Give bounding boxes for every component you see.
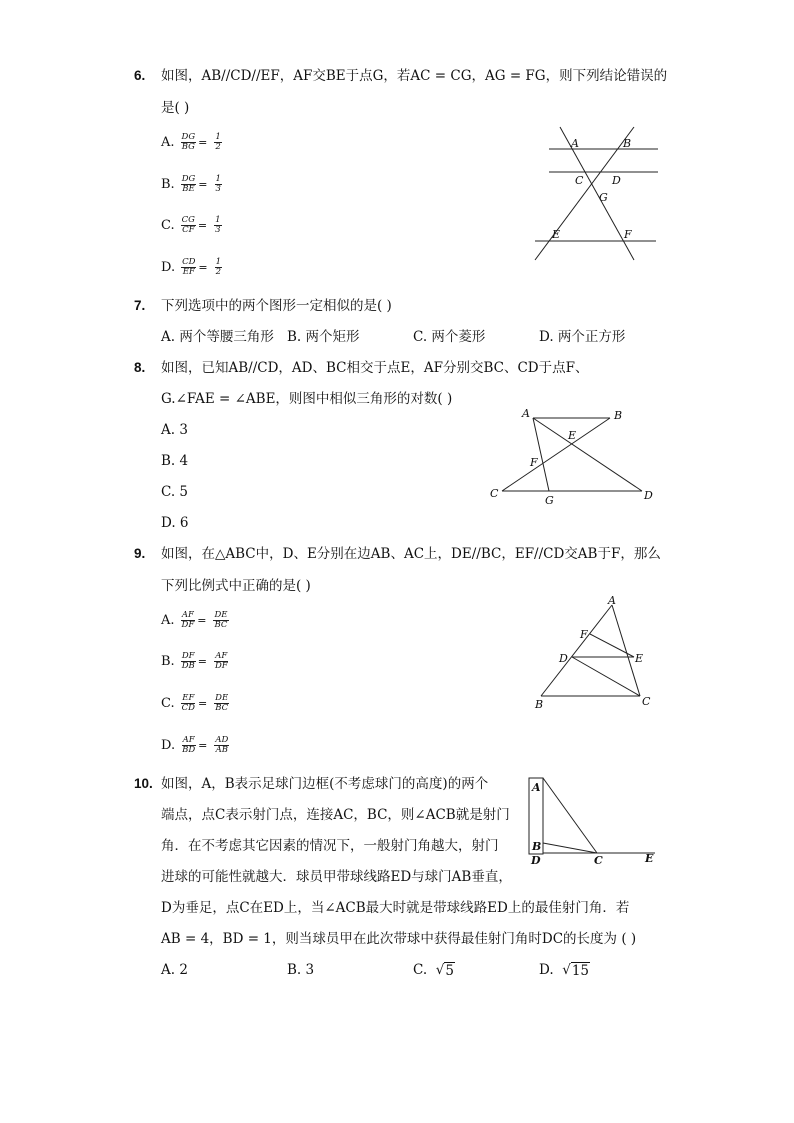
q10-stem-line6: AB = 4，BD = 1，则当球员甲在此次带球中获得最佳射门角时DC的长度为 ( ): [161, 931, 637, 947]
q8-label-a: A: [522, 407, 530, 420]
q7-option-d[interactable]: D. 两个正方形: [539, 329, 626, 345]
q10-stem-line4: 进球的可能性就越大．球员甲带球线路ED与球门AB垂直，: [161, 869, 512, 885]
q9-figure: [530, 592, 660, 712]
q6-label-b: B: [623, 137, 632, 150]
q8-figure: [485, 402, 660, 510]
q10-label-d: D: [531, 854, 541, 867]
q9-stem-line1: 如图，在△ABC中，D、E分别在边AB、AC上，DE//BC，EF//CD交AB于F，那么: [161, 546, 661, 562]
q9-number: 9.: [134, 546, 146, 561]
q9-stem-line2: 下列比例式中正确的是( ): [161, 578, 311, 594]
q10-stem-line1: 如图，A，B表示足球门边框(不考虑球门的高度)的两个: [161, 776, 489, 792]
q8-stem-line2: G.∠FAE = ∠ABE，则图中相似三角形的对数( ): [161, 391, 453, 407]
q9-option-d-rhs: $\frac{AD}{AB}$: [215, 735, 229, 755]
q10-stem-line5: D为垂足，点C在ED上，当∠ACB最大时就是带球线路ED上的最佳射门角．若: [161, 900, 630, 916]
q6-option-b-rhs: $\frac{1}{3}$: [215, 174, 221, 194]
q6-label-f: F: [624, 228, 632, 241]
q6-option-a-rhs: $\frac{1}{2}$: [215, 132, 221, 152]
q8-label-e: E: [568, 429, 577, 442]
q7-option-b[interactable]: B. 两个矩形: [287, 329, 360, 345]
q9-option-c-rhs: $\frac{DE}{BC}$: [215, 693, 229, 713]
q9-label-d: D: [559, 652, 568, 665]
q10-number: 10.: [134, 776, 153, 791]
q9-label-a: A: [608, 594, 616, 607]
q10-label-c: C: [594, 854, 603, 867]
q10-stem-line2: 端点，点C表示射门点，连接AC，BC，则∠ACB就是射门: [161, 807, 510, 823]
q6-option-d-lhs: $\frac{CD}{EF}$: [182, 257, 196, 277]
q9-option-c[interactable]: C. $\frac{EF}{CD}$ = $\frac{DE}{BC}$: [161, 693, 229, 713]
q10-option-a[interactable]: A. 2: [161, 962, 188, 978]
q9-option-b[interactable]: B. $\frac{DF}{DB}$ = $\frac{AF}{DF}$: [161, 651, 228, 671]
q6-option-b-lhs: $\frac{DG}{BE}$: [181, 174, 196, 194]
q9-option-b-lhs: $\frac{DF}{DB}$: [181, 651, 195, 671]
q9-option-a-rhs: $\frac{DE}{BC}$: [214, 610, 228, 630]
q8-number: 8.: [134, 360, 146, 375]
q10-option-d[interactable]: D. √ 15: [539, 962, 590, 979]
q10-option-d-sqrt: √ 15: [562, 962, 590, 979]
q6-option-b[interactable]: B. $\frac{DG}{BE}$ = $\frac{1}{3}$: [161, 174, 221, 194]
q6-stem-line1: 如图，AB//CD//EF，AF交BE于点G，若AC = CG，AG = FG，则下列结论错误的: [161, 68, 668, 84]
q9-option-a[interactable]: A. $\frac{AF}{DF}$ = $\frac{DE}{BC}$: [161, 610, 228, 630]
q8-option-b[interactable]: B. 4: [161, 453, 189, 469]
q9-option-a-lhs: $\frac{AF}{DF}$: [181, 610, 195, 630]
q8-label-c: C: [490, 487, 499, 500]
q9-option-d-lhs: $\frac{AF}{BD}$: [182, 735, 196, 755]
q6-label-g: G: [599, 191, 608, 204]
q9-label-f: F: [580, 628, 588, 641]
q6-stem-line2: 是( ): [161, 100, 190, 116]
q6-option-c[interactable]: C. $\frac{CG}{CF}$ = $\frac{1}{3}$: [161, 215, 221, 235]
q10-label-a: A: [532, 781, 541, 794]
q6-number: 6.: [134, 68, 146, 83]
q10-option-c[interactable]: C. √ 5: [413, 962, 454, 979]
q9-label-e: E: [635, 652, 644, 665]
q6-figure: [530, 120, 665, 265]
q6-label-e: E: [552, 228, 561, 241]
q8-label-f: F: [530, 456, 538, 469]
q6-option-d[interactable]: D. $\frac{CD}{EF}$ = $\frac{1}{2}$: [161, 257, 222, 277]
q10-label-b: B: [532, 840, 542, 853]
q9-label-c: C: [642, 695, 651, 708]
q10-figure: [525, 772, 665, 867]
q7-number: 7.: [134, 298, 146, 313]
q8-label-d: D: [644, 489, 653, 502]
q8-label-b: B: [614, 409, 623, 422]
q6-option-c-rhs: $\frac{1}{3}$: [215, 215, 221, 235]
q6-label-d: D: [612, 174, 621, 187]
q10-stem-line3: 角．在不考虑其它因素的情况下，一般射门角越大，射门: [161, 838, 499, 854]
q8-option-d[interactable]: D. 6: [161, 515, 189, 531]
q9-label-b: B: [535, 698, 544, 711]
q9-option-b-rhs: $\frac{AF}{DF}$: [214, 651, 228, 671]
q10-option-b[interactable]: B. 3: [287, 962, 315, 978]
q8-label-g: G: [545, 494, 554, 507]
q7-option-a[interactable]: A. 两个等腰三角形: [161, 329, 274, 345]
q8-stem-line1: 如图，已知AB//CD，AD、BC相交于点E，AF分别交BC、CD于点F、: [161, 360, 589, 376]
q6-label-c: C: [575, 174, 584, 187]
q6-option-a[interactable]: A. $\frac{DG}{BG}$ = $\frac{1}{2}$: [161, 132, 221, 152]
q9-option-d[interactable]: D. $\frac{AF}{BD}$ = $\frac{AD}{AB}$: [161, 735, 229, 755]
q6-option-d-rhs: $\frac{1}{2}$: [215, 257, 222, 277]
q8-option-a[interactable]: A. 3: [161, 422, 188, 438]
q8-option-c[interactable]: C. 5: [161, 484, 189, 500]
q6-label-a: A: [571, 137, 579, 150]
q10-option-c-sqrt: √ 5: [435, 962, 454, 979]
q6-option-c-lhs: $\frac{CG}{CF}$: [181, 215, 195, 235]
q9-option-c-lhs: $\frac{EF}{CD}$: [181, 693, 195, 713]
q7-stem: 下列选项中的两个图形一定相似的是( ): [161, 298, 392, 314]
q10-label-e: E: [645, 852, 654, 865]
q7-option-c[interactable]: C. 两个菱形: [413, 329, 486, 345]
q6-option-a-lhs: $\frac{DG}{BG}$: [181, 132, 196, 152]
